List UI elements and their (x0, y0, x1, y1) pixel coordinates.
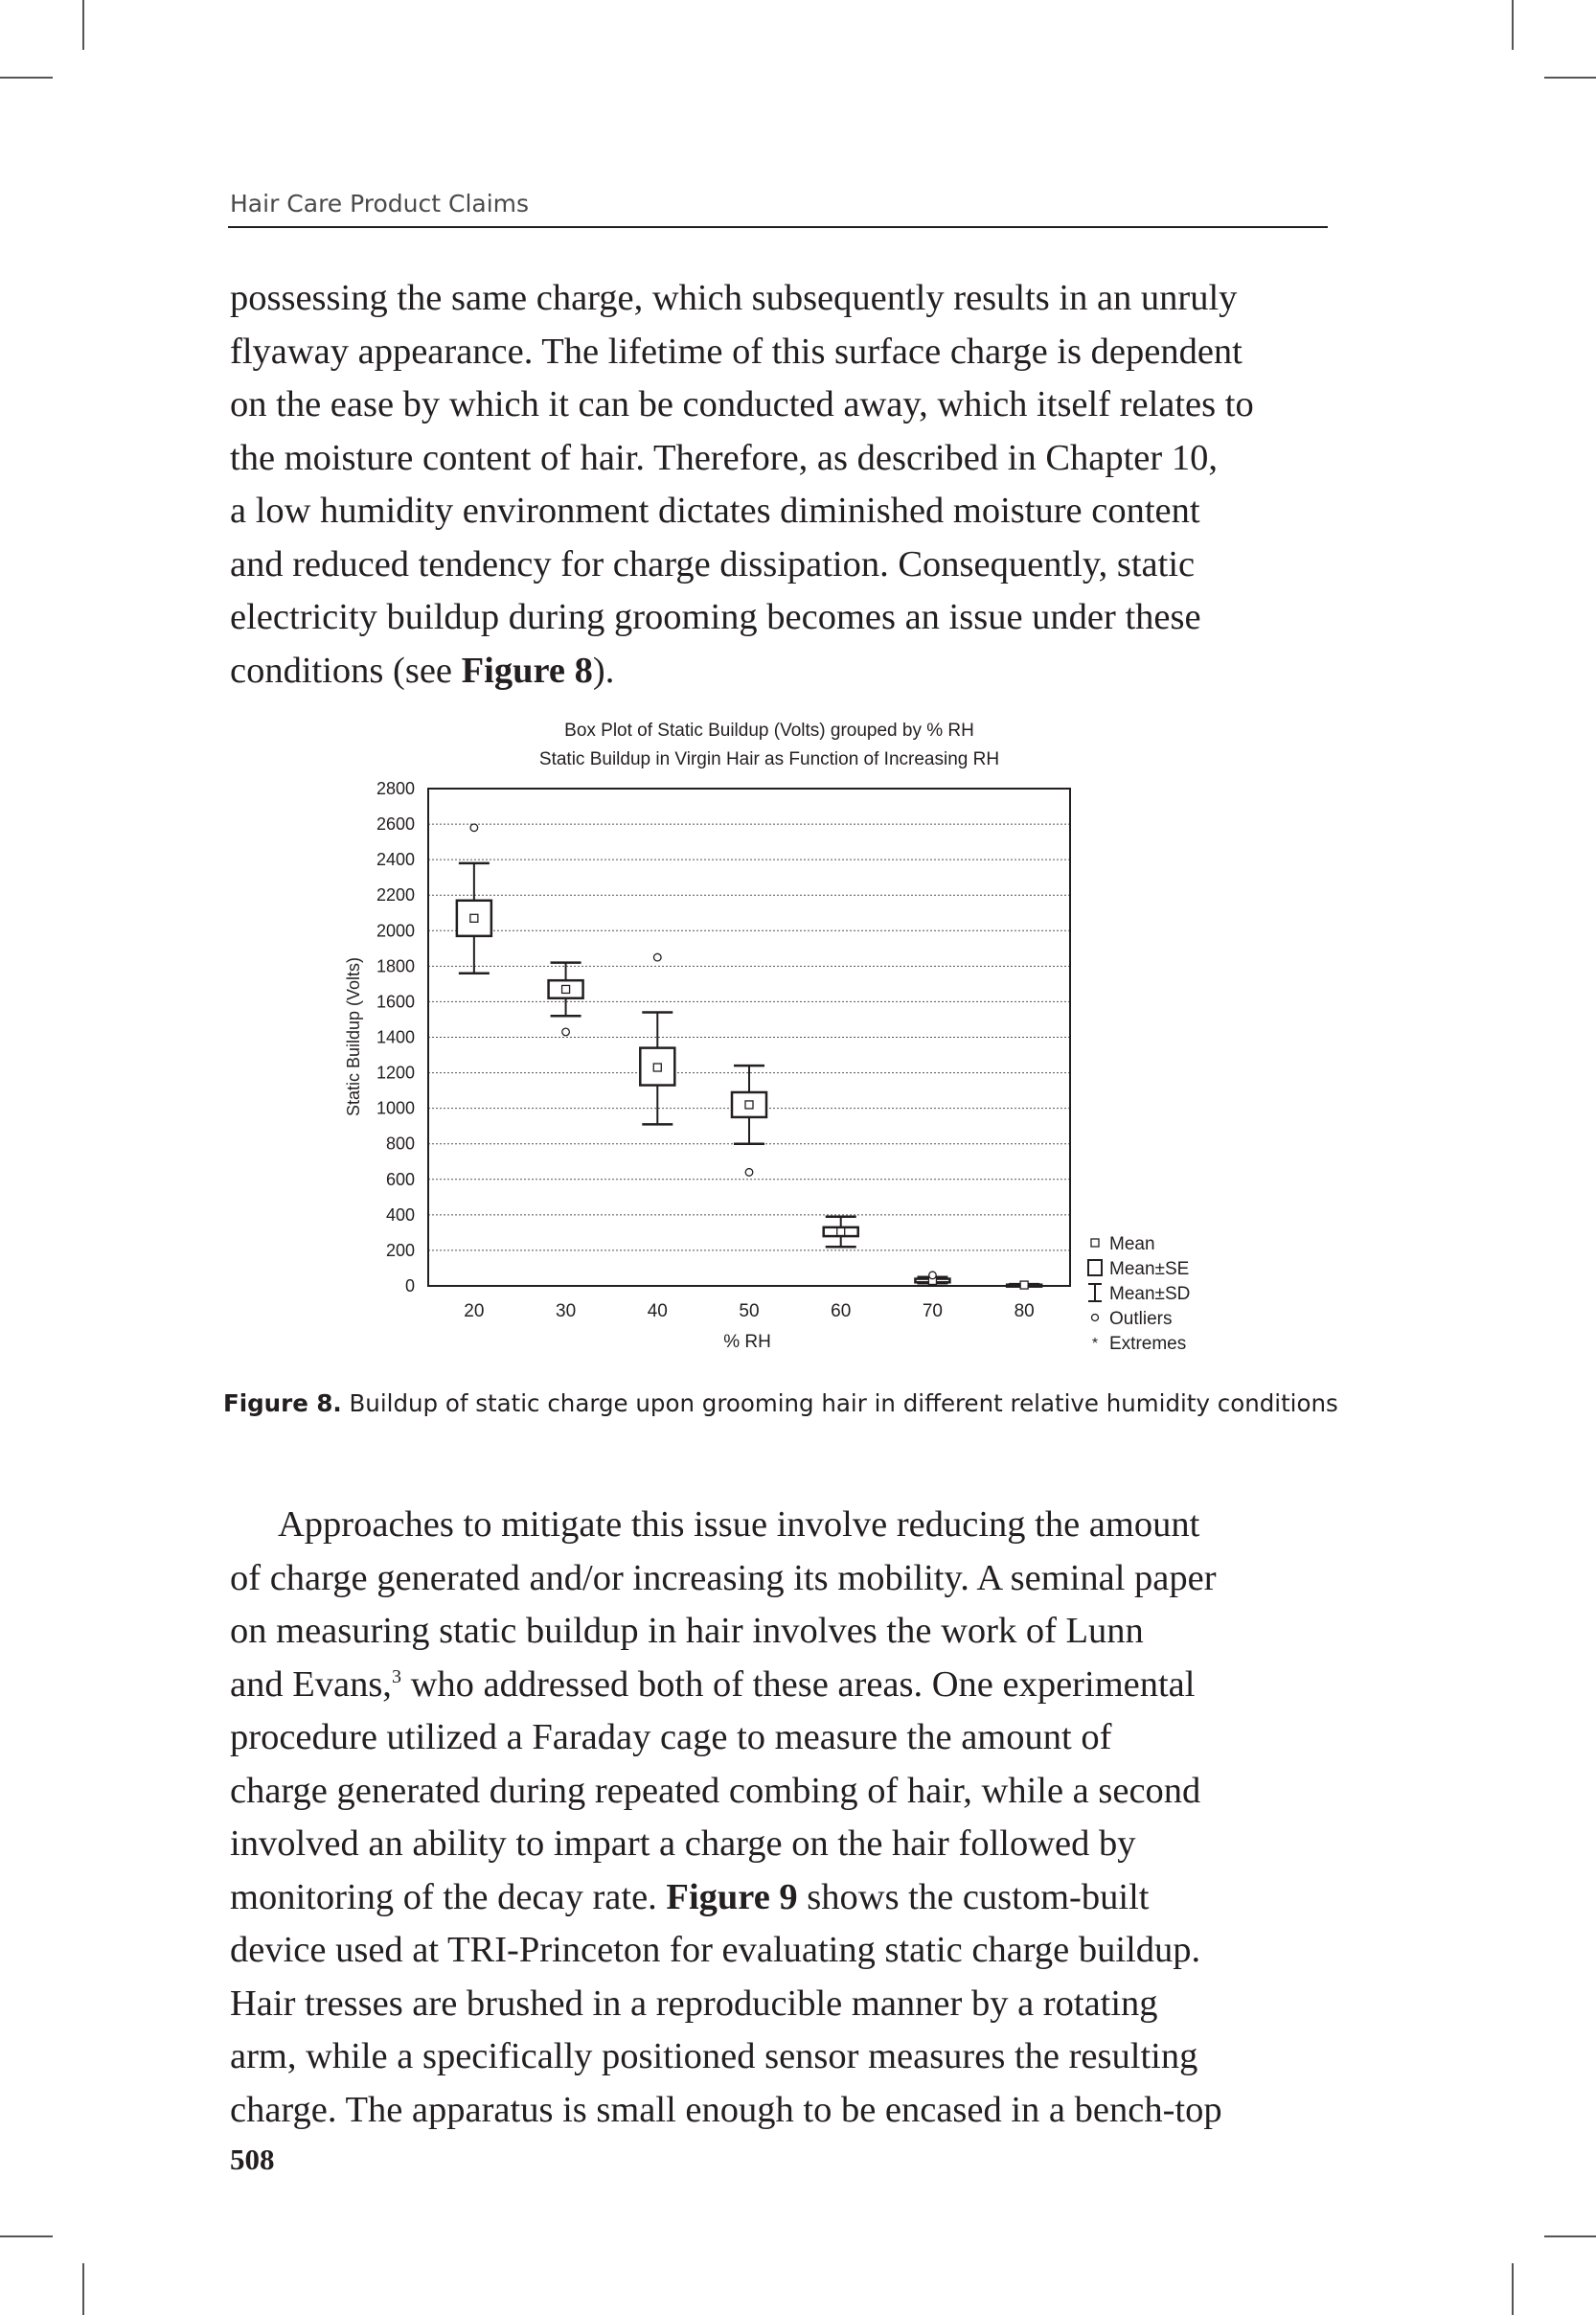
mean-marker (745, 1101, 753, 1109)
y-tick-label: 1200 (376, 1063, 415, 1083)
legend-se-symbol (1088, 1260, 1102, 1275)
text-line: possessing the same charge, which subsequently results in an unruly (230, 278, 1238, 318)
figure-caption-text: Buildup of static charge upon grooming hair in different relative humidity conditions (341, 1389, 1338, 1417)
text-line: of charge generated and/or increasing its mobility. A seminal paper (230, 1557, 1217, 1598)
chart-subtitle: Static Buildup in Virgin Hair as Function of Increasing RH (538, 749, 1000, 769)
text-line: charge. The apparatus is small enough to be encased in a bench-top (230, 2089, 1222, 2130)
text-run: ). (592, 650, 615, 691)
crop-mark (1512, 2263, 1514, 2315)
mean-marker (562, 985, 570, 993)
figure-8-reference: Figure 8 (461, 650, 593, 691)
outlier-point (470, 824, 478, 832)
text-line: charge generated during repeated combing of hair, while a second (230, 1770, 1201, 1811)
text-line (230, 645, 1341, 699)
mean-marker (470, 914, 478, 922)
legend-mean-symbol (1091, 1239, 1099, 1247)
y-tick-label: 2000 (376, 921, 415, 941)
mean-marker (1020, 1281, 1028, 1289)
citation-superscript: 3 (391, 1665, 401, 1687)
text-run: conditions (see (230, 650, 462, 691)
page-number: 508 (230, 2143, 275, 2176)
x-tick-label: 30 (556, 1301, 577, 1321)
y-tick-label: 800 (385, 1134, 415, 1154)
legend-label: Extremes (1109, 1334, 1187, 1354)
paragraph-1 (230, 272, 1341, 698)
y-tick-label: 1400 (376, 1027, 415, 1047)
outlier-point (562, 1028, 570, 1036)
crop-mark (1544, 2235, 1596, 2237)
text-line: arm, while a specifically positioned sensor measures the resulting (230, 2036, 1198, 2076)
text-line: procedure utilized a Faraday cage to measure the amount of (230, 1717, 1112, 1757)
running-head: Hair Care Product Claims (230, 190, 530, 218)
chart-legend (1088, 1234, 1190, 1354)
x-tick-label: 20 (464, 1301, 485, 1321)
text-line: device used at TRI-Princeton for evaluating static charge buildup. (230, 1930, 1201, 1970)
text-line (230, 1871, 1341, 1925)
legend-outlier-symbol (1092, 1315, 1099, 1321)
x-tick-label: 60 (831, 1301, 852, 1321)
text-line: on measuring static buildup in hair involves the work of Lunn (230, 1611, 1144, 1651)
text-line: on the ease by which it can be conducted away, which itself relates to (230, 384, 1254, 424)
mean-marker (653, 1064, 661, 1071)
crop-mark (82, 0, 84, 50)
text-line: a low humidity environment dictates diminished moisture content (230, 491, 1200, 531)
text-run: and Evans, (230, 1663, 392, 1705)
mean-marker (837, 1227, 845, 1235)
legend-label: Mean (1109, 1234, 1155, 1254)
paragraph-2 (230, 1499, 1341, 2137)
text-line: Approaches to mitigate this issue involve reducing the amount (278, 1504, 1200, 1545)
text-line: electricity buildup during grooming becomes an issue under these (230, 597, 1201, 637)
text-run: monitoring of the decay rate. (230, 1876, 667, 1917)
crop-mark (82, 2263, 84, 2315)
text-line: flyaway appearance. The lifetime of this surface charge is dependent (230, 331, 1243, 372)
y-tick-label: 2800 (376, 779, 415, 798)
text-line: the moisture content of hair. Therefore, as described in Chapter 10, (230, 437, 1218, 478)
y-tick-label: 400 (385, 1204, 415, 1225)
crop-mark (0, 77, 53, 79)
legend-label: Mean±SD (1109, 1284, 1191, 1304)
outlier-point (653, 953, 661, 961)
outlier-point (745, 1169, 753, 1177)
figure-caption (223, 1389, 1338, 1417)
y-tick-label: 1600 (376, 992, 415, 1012)
x-tick-label: 70 (922, 1301, 943, 1321)
crop-mark (1512, 0, 1514, 50)
text-line: and reduced tendency for charge dissipation. Consequently, static (230, 543, 1196, 584)
y-tick-label: 2600 (376, 814, 415, 835)
legend-extreme-symbol: * (1091, 1336, 1099, 1352)
x-tick-label: 80 (1014, 1301, 1035, 1321)
chart-title: Box Plot of Static Buildup (Volts) grouped by % RH (564, 721, 974, 741)
legend-label: Mean±SE (1109, 1259, 1190, 1279)
x-axis-label: % RH (723, 1332, 771, 1352)
outlier-point (929, 1272, 937, 1279)
text-line (230, 1659, 1341, 1712)
y-tick-label: 600 (385, 1169, 415, 1189)
text-line: Hair tresses are brushed in a reproducible manner by a rotating (230, 1983, 1158, 2024)
y-tick-label: 2400 (376, 850, 415, 870)
y-tick-label: 1000 (376, 1098, 415, 1118)
crop-mark (1544, 77, 1596, 79)
text-run: who addressed both of these areas. One experimental (400, 1663, 1196, 1705)
legend-label: Outliers (1109, 1309, 1173, 1329)
y-tick-label: 2200 (376, 885, 415, 905)
y-tick-label: 200 (385, 1240, 415, 1260)
x-tick-label: 50 (739, 1301, 760, 1321)
figure-caption-label: Figure 8. (223, 1389, 342, 1417)
x-tick-label: 40 (647, 1301, 668, 1321)
y-axis-label: Static Buildup (Volts) (344, 956, 363, 1117)
figure-9-reference: Figure 9 (666, 1876, 798, 1917)
text-line: involved an ability to impart a charge on the hair followed by (230, 1823, 1136, 1864)
text-run: shows the custom-built (797, 1876, 1150, 1917)
y-tick-label: 0 (404, 1276, 415, 1295)
box-plot-chart (316, 714, 1226, 1365)
figure-8-box-plot (316, 714, 1226, 1365)
crop-mark (0, 2235, 53, 2237)
header-rule (228, 226, 1328, 228)
plot-area (376, 779, 1070, 1321)
y-tick-label: 1800 (376, 956, 415, 976)
